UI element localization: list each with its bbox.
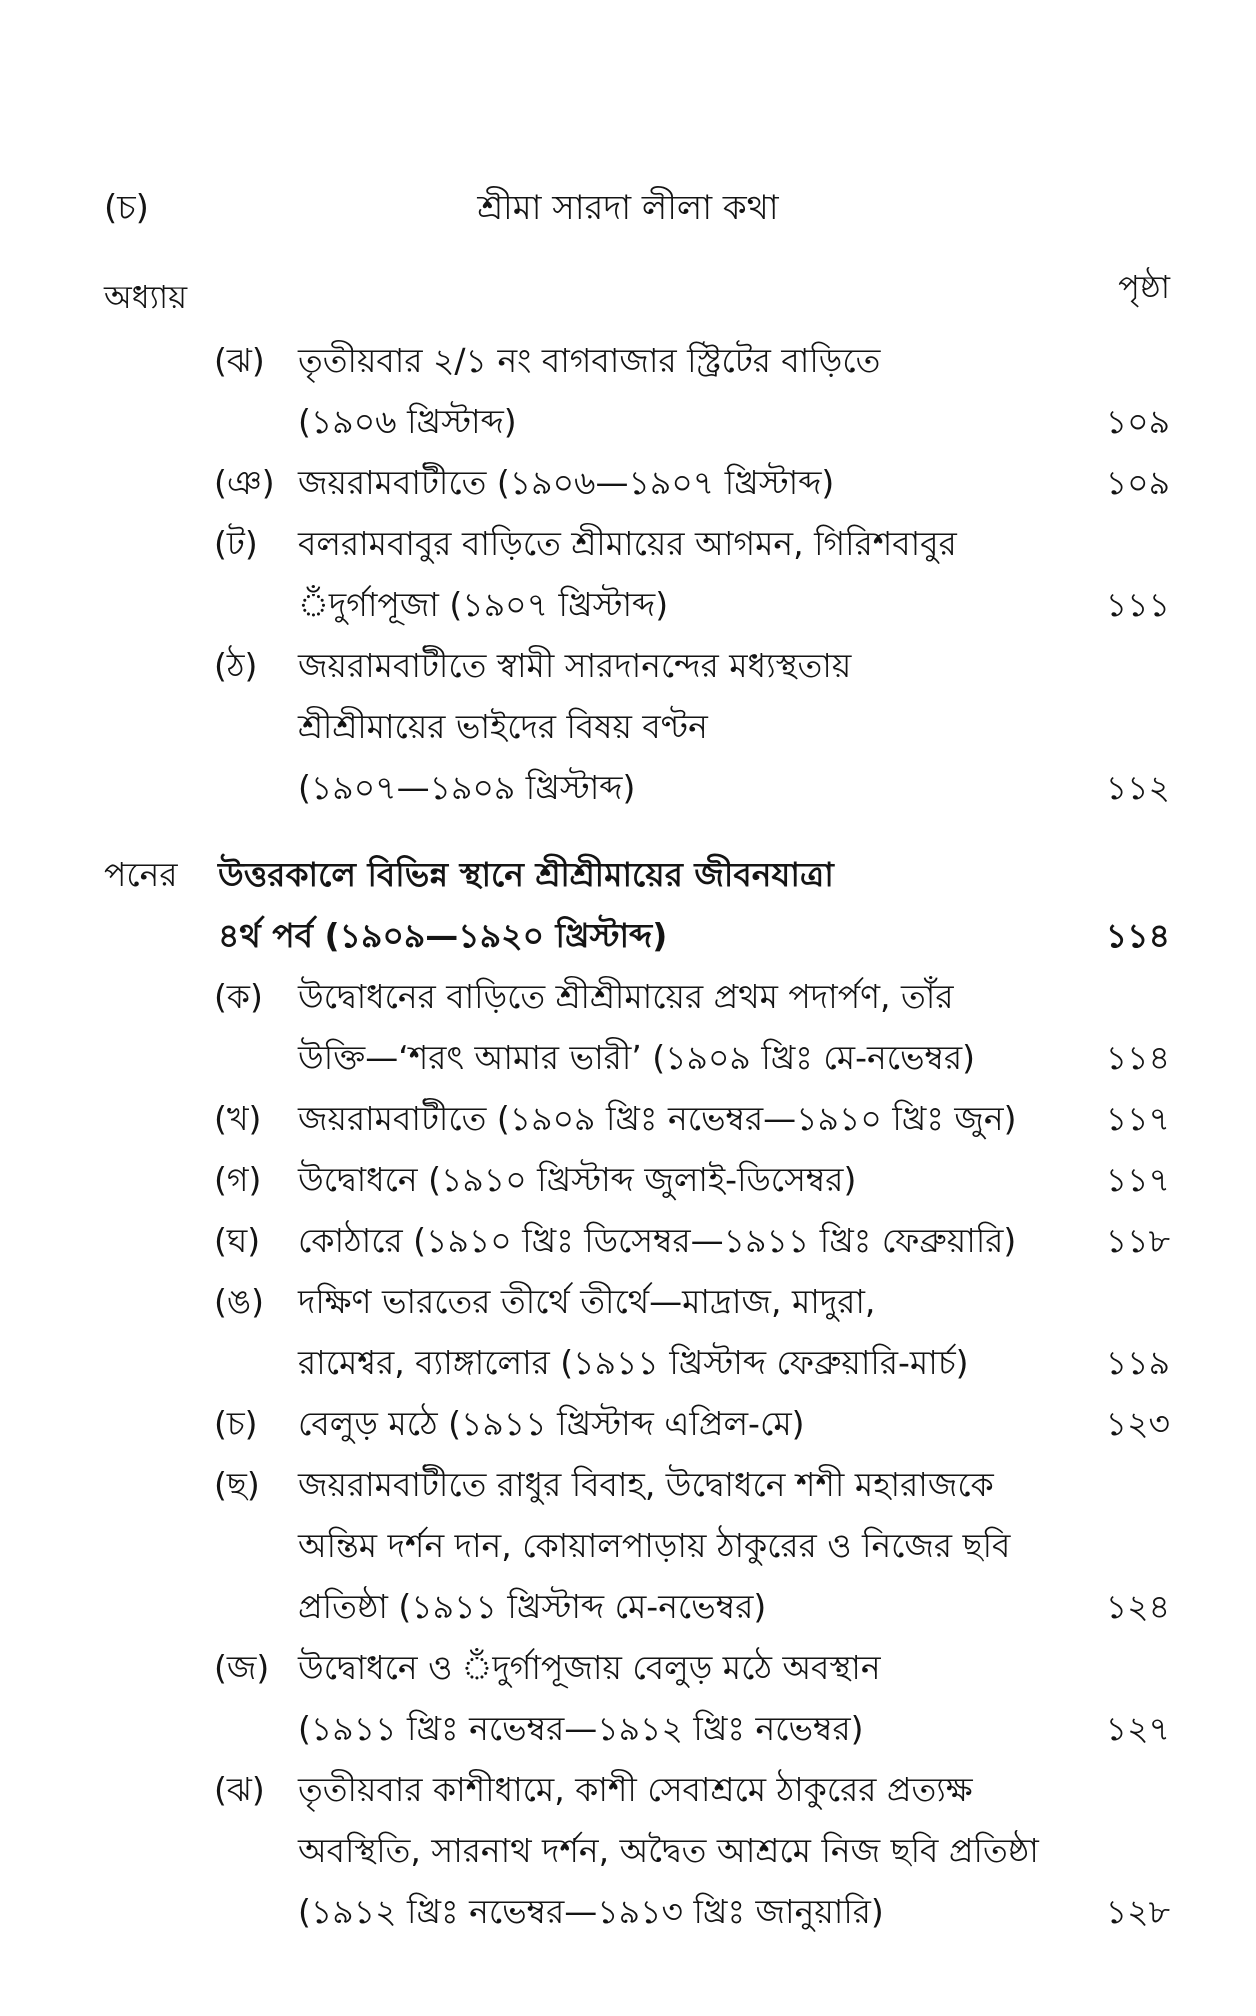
toc-entry — [0, 1637, 1256, 1698]
toc-entry-continuation — [0, 1881, 1256, 1942]
toc-entry — [0, 1454, 1256, 1515]
entry-label: (ঠ) — [214, 646, 258, 685]
toc-entry — [0, 1271, 1256, 1332]
entry-page-number: ১১৮ — [1105, 1221, 1170, 1260]
toc-entry — [0, 1759, 1256, 1820]
entry-page-number: ১০৯ — [1105, 402, 1170, 441]
entry-page-number: ১১১ — [1105, 585, 1170, 624]
entry-label: (খ) — [214, 1099, 262, 1138]
entry-text: জয়রামবাটীতে স্বামী সারদানন্দের মধ্যস্থতায় — [298, 646, 852, 685]
entry-page-number: ১২৭ — [1105, 1709, 1170, 1748]
entry-text: তৃতীয়বার ২/১ নং বাগবাজার স্ট্রিটের বাড়িতে — [298, 341, 881, 380]
book-title: শ্রীমা সারদা লীলা কথা — [477, 188, 779, 228]
entry-label: (ঞ) — [214, 463, 275, 502]
chapter-title: উত্তরকালে বিভিন্ন স্থানে শ্রীশ্রীমায়ের জীবনযাত্রা — [218, 855, 834, 894]
toc-entry — [0, 1088, 1256, 1149]
entry-label: (ট) — [214, 524, 258, 563]
chapter-page-number: ১১৪ — [1105, 916, 1170, 955]
entry-page-number: ১২৮ — [1105, 1892, 1170, 1931]
entry-page-number: ১১২ — [1105, 768, 1170, 807]
table-of-contents — [0, 330, 1256, 1942]
entry-text: শ্রীশ্রীমায়ের ভাইদের বিষয় বণ্টন — [298, 707, 708, 746]
entry-label: (ঘ) — [214, 1221, 261, 1260]
entry-label: (ঙ) — [214, 1282, 264, 1321]
entry-page-number: ১১৯ — [1105, 1343, 1170, 1382]
entry-label: (ক) — [214, 977, 263, 1016]
entry-text: কোঠারে (১৯১০ খ্রিঃ ডিসেম্বর—১৯১১ খ্রিঃ ফেব্রুয়ারি) — [298, 1221, 1017, 1260]
entry-text: উক্তি—‘শরৎ আমার ভারী’ (১৯০৯ খ্রিঃ মে-নভেম্বর) — [298, 1038, 976, 1077]
toc-entry — [0, 513, 1256, 574]
toc-entry-continuation — [0, 757, 1256, 818]
toc-entry — [0, 1149, 1256, 1210]
entry-label: (ঝ) — [214, 341, 265, 380]
toc-entry — [0, 1210, 1256, 1271]
entry-text: জয়রামবাটীতে রাধুর বিবাহ, উদ্বোধনে শশী মহারাজকে — [298, 1465, 994, 1504]
toc-entry-continuation — [0, 1027, 1256, 1088]
toc-entry-continuation — [0, 1820, 1256, 1881]
toc-entry-continuation — [0, 696, 1256, 757]
entry-label: (ছ) — [214, 1465, 260, 1504]
toc-entry — [0, 452, 1256, 513]
chapter-heading-continuation — [0, 905, 1256, 966]
entry-text: ঁদুর্গাপূজা (১৯০৭ খ্রিস্টাব্দ) — [298, 585, 669, 624]
entry-text: (১৯১১ খ্রিঃ নভেম্বর—১৯১২ খ্রিঃ নভেম্বর) — [298, 1709, 864, 1748]
toc-entry — [0, 1393, 1256, 1454]
toc-entry-continuation — [0, 1515, 1256, 1576]
toc-entry-continuation — [0, 574, 1256, 635]
entry-label: (চ) — [214, 1404, 258, 1443]
entry-page-number: ১২৩ — [1105, 1404, 1170, 1443]
entry-text: উদ্বোধনে ও ঁদুর্গাপূজায় বেলুড় মঠে অবস্থান — [298, 1648, 881, 1687]
entry-text: তৃতীয়বার কাশীধামে, কাশী সেবাশ্রমে ঠাকুরের প্রত্যক্ষ — [298, 1770, 973, 1809]
toc-entry — [0, 966, 1256, 1027]
entry-text: উদ্বোধনের বাড়িতে শ্রীশ্রীমায়ের প্রথম পদার্পণ, তাঁর — [298, 977, 954, 1016]
entry-page-number: ১১৭ — [1105, 1099, 1170, 1138]
entry-page-number: ১১৪ — [1105, 1038, 1170, 1077]
entry-text: (১৯০৭—১৯০৯ খ্রিস্টাব্দ) — [298, 768, 636, 807]
toc-entry-continuation — [0, 391, 1256, 452]
entry-text: রামেশ্বর, ব্যাঙ্গালোর (১৯১১ খ্রিস্টাব্দ ফেব্রুয়ারি-মার্চ) — [298, 1343, 969, 1382]
entry-text: জয়রামবাটীতে (১৯০৯ খ্রিঃ নভেম্বর—১৯১০ খ্রিঃ জুন) — [298, 1099, 1017, 1138]
entry-text: (১৯১২ খ্রিঃ নভেম্বর—১৯১৩ খ্রিঃ জানুয়ারি) — [298, 1892, 884, 1931]
page-marker: (চ) — [104, 188, 149, 228]
entry-page-number: ১০৯ — [1105, 463, 1170, 502]
column-heading-chapter: অধ্যায় — [104, 278, 188, 316]
chapter-number: পনের — [104, 855, 178, 894]
chapter-gap — [0, 818, 1256, 844]
chapter-heading — [0, 844, 1256, 905]
entry-page-number: ১১৭ — [1105, 1160, 1170, 1199]
column-heading-page: পৃষ্ঠা — [1118, 268, 1170, 306]
entry-page-number: ১২৪ — [1105, 1587, 1170, 1626]
toc-entry-continuation — [0, 1698, 1256, 1759]
chapter-title: ৪র্থ পর্ব (১৯০৯—১৯২০ খ্রিস্টাব্দ) — [218, 916, 668, 955]
entry-text: (১৯০৬ খ্রিস্টাব্দ) — [298, 402, 517, 441]
entry-text: বেলুড় মঠে (১৯১১ খ্রিস্টাব্দ এপ্রিল-মে) — [298, 1404, 805, 1443]
toc-entry-continuation — [0, 1576, 1256, 1637]
toc-entry — [0, 330, 1256, 391]
entry-label: (ঝ) — [214, 1770, 265, 1809]
entry-text: অবস্থিতি, সারনাথ দর্শন, অদ্বৈত আশ্রমে নিজ ছবি প্রতিষ্ঠা — [298, 1831, 1039, 1870]
entry-text: প্রতিষ্ঠা (১৯১১ খ্রিস্টাব্দ মে-নভেম্বর) — [298, 1587, 767, 1626]
toc-entry — [0, 635, 1256, 696]
entry-text: বলরামবাবুর বাড়িতে শ্রীমায়ের আগমন, গিরিশবাবুর — [298, 524, 957, 563]
entry-text: উদ্বোধনে (১৯১০ খ্রিস্টাব্দ জুলাই-ডিসেম্বর) — [298, 1160, 857, 1199]
entry-label: (জ) — [214, 1648, 270, 1687]
entry-text: দক্ষিণ ভারতের তীর্থে তীর্থে—মাদ্রাজ, মাদুরা, — [298, 1282, 876, 1321]
entry-label: (গ) — [214, 1160, 262, 1199]
entry-text: জয়রামবাটীতে (১৯০৬—১৯০৭ খ্রিস্টাব্দ) — [298, 463, 835, 502]
entry-text: অন্তিম দর্শন দান, কোয়ালপাড়ায় ঠাকুরের ও নিজের ছবি — [298, 1526, 1011, 1565]
toc-entry-continuation — [0, 1332, 1256, 1393]
